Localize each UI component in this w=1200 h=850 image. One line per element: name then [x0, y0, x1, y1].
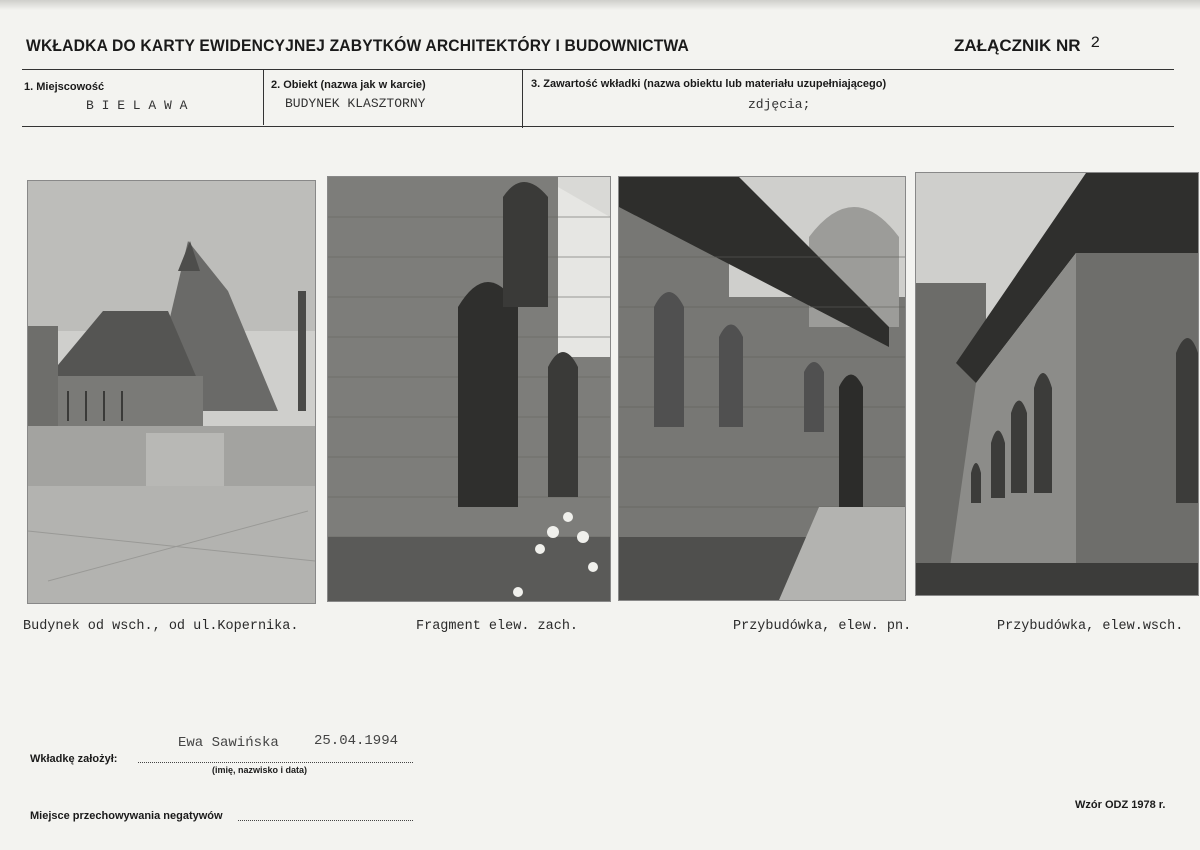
contents-value: zdjęcia; — [748, 97, 811, 112]
created-by-label: Wkładkę założył: — [30, 753, 118, 765]
contents-label: 3. Zawartość wkładki (nazwa obiektu lub materiału uzupełniającego) — [531, 78, 887, 90]
photo-annex-east-facade-image — [916, 173, 1198, 595]
created-by-name: Ewa Sawińska — [178, 735, 279, 751]
field-divider-1 — [263, 69, 264, 125]
document-title: WKŁADKA DO KARTY EWIDENCYJNEJ ZABYTKÓW ARCHITEKTÓRY I BUDOWNICTWA — [26, 36, 690, 55]
photo-building-east-image — [28, 181, 315, 603]
annex-label — [954, 36, 1100, 56]
form-code: Wzór ODZ 1978 r. — [1075, 799, 1166, 811]
storage-line — [238, 820, 413, 821]
created-date: 25.04.1994 — [314, 733, 399, 749]
annex-label-text: ZAŁĄCZNIK NR — [954, 36, 1081, 55]
photo-2-caption: Fragment elew. zach. — [416, 619, 579, 634]
object-label: 2. Obiekt (nazwa jak w karcie) — [271, 79, 426, 91]
photo-1-caption: Budynek od wsch., od ul.Kopernika. — [23, 619, 299, 634]
locality-value: B I E L A W A — [86, 98, 188, 113]
annex-number: 2 — [1090, 34, 1101, 52]
photo-building-east — [27, 180, 316, 604]
photo-west-facade-fragment — [327, 176, 611, 602]
photo-annex-north-facade — [618, 176, 906, 601]
photo-3-caption: Przybudówka, elew. pn. — [733, 619, 912, 634]
locality-label: 1. Miejscowość — [24, 81, 105, 93]
photo-4-caption: Przybudówka, elew.wsch. — [997, 619, 1184, 634]
photo-west-facade-fragment-image — [328, 177, 610, 601]
storage-label: Miejsce przechowywania negatywów — [30, 810, 223, 822]
created-by-hint: (imię, nazwisko i data) — [212, 765, 308, 775]
field-divider-2 — [522, 69, 523, 128]
header-rule-bottom — [22, 126, 1174, 127]
object-value: BUDYNEK KLASZTORNY — [285, 96, 426, 111]
header-rule-top — [22, 69, 1174, 70]
photo-annex-east-facade — [915, 172, 1199, 596]
photo-annex-north-facade-image — [619, 177, 905, 600]
created-by-line — [138, 762, 413, 763]
